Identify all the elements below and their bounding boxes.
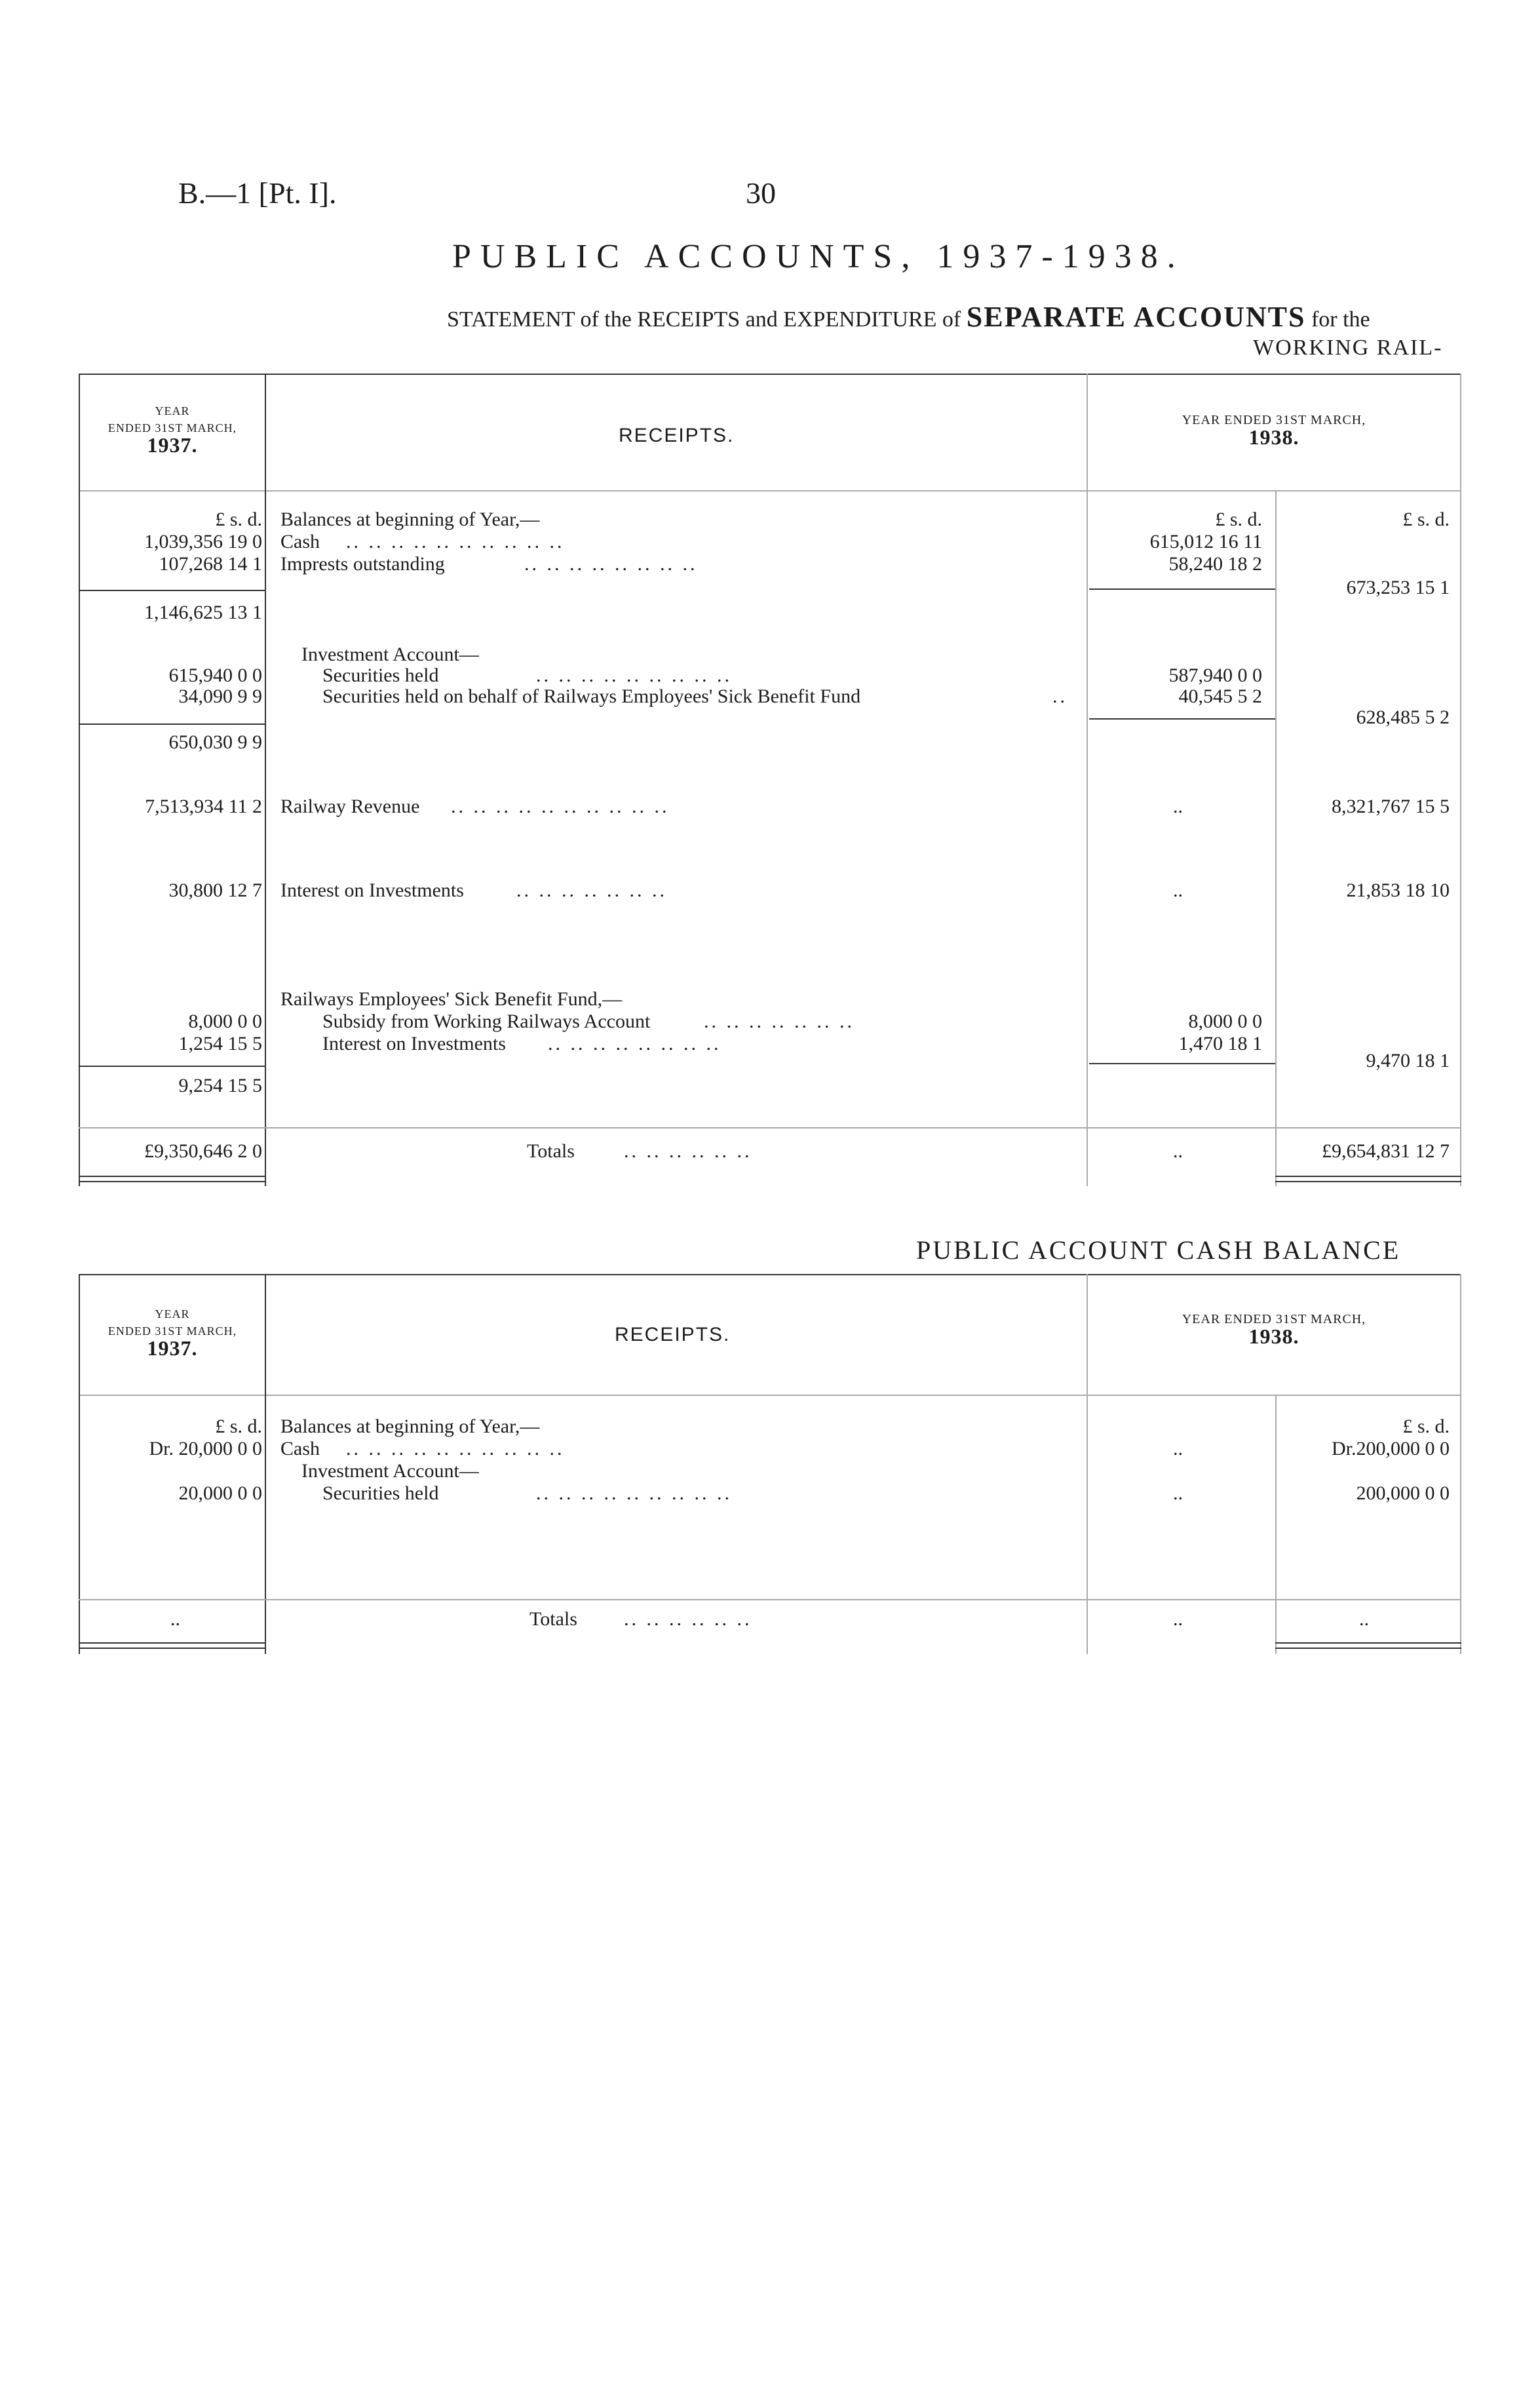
subtitle-separate-accounts: SEPARATE ACCOUNTS — [966, 301, 1306, 333]
sick-interest-cur: 1,470 18 1 — [1178, 1033, 1262, 1054]
statement-subtitle — [447, 300, 1370, 334]
currency-header-prev: £ s. d. — [215, 509, 262, 530]
sick-interest-leader: .. .. .. .. .. .. .. .. — [548, 1033, 722, 1054]
interest-prev: 30,800 12 7 — [168, 879, 262, 901]
t2-currency-header-prev: £ s. d. — [215, 1416, 262, 1437]
col-header-prev-year-l3: 1937. — [147, 433, 198, 457]
col-header-prev-year-l1: YEAR — [155, 404, 190, 417]
revenue-prev: 7,513,934 11 2 — [145, 796, 262, 817]
securities-leader: .. .. .. .. .. .. .. .. .. — [536, 665, 732, 686]
securities-prev: 615,940 0 0 — [168, 665, 262, 686]
revenue-cur-leader: .. — [1173, 796, 1183, 817]
cash-label: Cash — [280, 531, 320, 552]
subsidy-cur: 8,000 0 0 — [1188, 1011, 1262, 1032]
imprests-leader: .. .. .. .. .. .. .. .. — [524, 553, 698, 575]
subsidy-prev: 8,000 0 0 — [188, 1011, 262, 1032]
interest-cur: 21,853 18 10 — [1346, 879, 1450, 901]
t2-balances-label: Balances at beginning of Year,— — [280, 1416, 540, 1437]
securities-cur: 587,940 0 0 — [1168, 665, 1262, 686]
totals-leader: .. .. .. .. .. .. — [624, 1140, 752, 1162]
cash-balance-title: PUBLIC ACCOUNT CASH BALANCE — [916, 1235, 1401, 1265]
revenue-leader: .. .. .. .. .. .. .. .. .. .. — [451, 796, 670, 817]
investment-label: Investment Account— — [301, 644, 479, 665]
t2-col-header-cur-year — [1088, 1311, 1460, 1348]
t2-investment-label: Investment Account— — [301, 1460, 479, 1482]
totals-label: Totals — [527, 1140, 575, 1162]
col-header-receipts: RECEIPTS. — [619, 425, 735, 446]
t2-col-header-cur-year-l1: YEAR ENDED 31ST MARCH, — [1182, 1312, 1366, 1326]
securities-sick-prev: 34,090 9 9 — [178, 685, 262, 707]
revenue-cur: 8,321,767 15 5 — [1332, 796, 1450, 817]
currency-header-cur-total: £ s. d. — [1402, 509, 1450, 530]
t2-totals-label: Totals — [529, 1608, 577, 1630]
col-header-prev-year — [80, 402, 265, 457]
balances-label: Balances at beginning of Year,— — [280, 509, 540, 530]
t2-totals-leader: .. .. .. .. .. .. — [624, 1608, 752, 1630]
subsidy-label: Subsidy from Working Railways Account — [322, 1011, 651, 1032]
t2-currency-header-cur: £ s. d. — [1402, 1416, 1450, 1437]
subtitle-post: for the — [1311, 307, 1370, 332]
t2-securities-cur: 200,000 0 0 — [1356, 1482, 1450, 1504]
t2-col-header-prev-year-l1: YEAR — [155, 1307, 190, 1321]
t2-cash-prev: Dr. 20,000 0 0 — [149, 1438, 262, 1459]
imprests-cur: 58,240 18 2 — [1168, 553, 1262, 575]
t2-col-header-prev-year-l2: ENDED 31ST MARCH, — [107, 1324, 237, 1338]
page-reference: B.—1 [Pt. I]. — [178, 176, 337, 210]
t2-cash-cur: Dr.200,000 0 0 — [1332, 1438, 1450, 1459]
securities-sick-cur: 40,545 5 2 — [1178, 685, 1262, 707]
subtitle-pre: STATEMENT of the RECEIPTS and EXPENDITURE of — [447, 307, 961, 332]
page-number: 30 — [746, 176, 776, 210]
subtitle-continuation: WORKING RAIL- — [1253, 336, 1443, 360]
t2-col-header-cur-year-l2: 1938. — [1248, 1324, 1299, 1348]
imprests-prev: 107,268 14 1 — [159, 553, 262, 575]
t2-securities-prev: 20,000 0 0 — [178, 1482, 262, 1504]
sick-fund-label: Railways Employees' Sick Benefit Fund,— — [280, 988, 623, 1010]
t2-securities-cur-leader: .. — [1173, 1482, 1183, 1504]
t2-col-header-receipts: RECEIPTS. — [615, 1324, 731, 1345]
interest-leader: .. .. .. .. .. .. .. — [516, 879, 667, 901]
col-header-prev-year-l2: ENDED 31ST MARCH, — [107, 421, 237, 434]
cash-prev: 1,039,356 19 0 — [144, 531, 262, 552]
totals-cur: £9,654,831 12 7 — [1322, 1140, 1450, 1162]
revenue-label: Railway Revenue — [280, 796, 420, 817]
interest-label: Interest on Investments — [280, 879, 464, 901]
cash-cur: 615,012 16 11 — [1149, 531, 1262, 552]
currency-header-cur-detail: £ s. d. — [1215, 509, 1262, 530]
t2-totals-cur-leader: .. — [1173, 1608, 1183, 1630]
cash-leader: .. .. .. .. .. .. .. .. .. .. — [346, 531, 565, 552]
securities-sick-label: Securities held on behalf of Railways Employees' Sick Benefit Fund — [322, 685, 861, 707]
sick-interest-prev: 1,254 15 5 — [178, 1033, 262, 1054]
sick-total-cur: 9,470 18 1 — [1366, 1050, 1450, 1071]
t2-col-header-prev-year-l3: 1937. — [147, 1336, 198, 1360]
t2-securities-leader: .. .. .. .. .. .. .. .. .. — [536, 1482, 732, 1504]
imprests-label: Imprests outstanding — [280, 553, 445, 575]
securities-sick-leader: .. — [1052, 685, 1068, 707]
subsidy-leader: .. .. .. .. .. .. .. — [704, 1011, 855, 1032]
totals-cur-leader: .. — [1173, 1140, 1183, 1162]
interest-cur-leader: .. — [1173, 879, 1183, 901]
t2-securities-label: Securities held — [322, 1482, 439, 1504]
t2-cash-label: Cash — [280, 1438, 320, 1459]
balances-total-prev: 1,146,625 13 1 — [144, 602, 262, 623]
investment-total-cur: 628,485 5 2 — [1356, 706, 1450, 728]
t2-cash-leader: .. .. .. .. .. .. .. .. .. .. — [346, 1438, 565, 1459]
totals-prev: £9,350,646 2 0 — [144, 1140, 262, 1162]
sick-interest-label: Interest on Investments — [322, 1033, 506, 1054]
securities-label: Securities held — [322, 665, 439, 686]
sick-total-prev: 9,254 15 5 — [178, 1075, 262, 1096]
col-header-cur-year-l1: YEAR ENDED 31ST MARCH, — [1182, 413, 1366, 427]
t2-col-header-prev-year — [80, 1305, 265, 1360]
page-title: PUBLIC ACCOUNTS, 1937-1938. — [452, 238, 1185, 275]
t2-totals-cur: .. — [1359, 1608, 1369, 1630]
col-header-cur-year — [1088, 412, 1460, 449]
investment-total-prev: 650,030 9 9 — [168, 731, 262, 753]
balances-total-cur: 673,253 15 1 — [1346, 577, 1450, 598]
t2-cash-cur-leader: .. — [1173, 1438, 1183, 1459]
col-header-cur-year-l2: 1938. — [1248, 425, 1299, 449]
t2-totals-prev: .. — [170, 1608, 180, 1630]
